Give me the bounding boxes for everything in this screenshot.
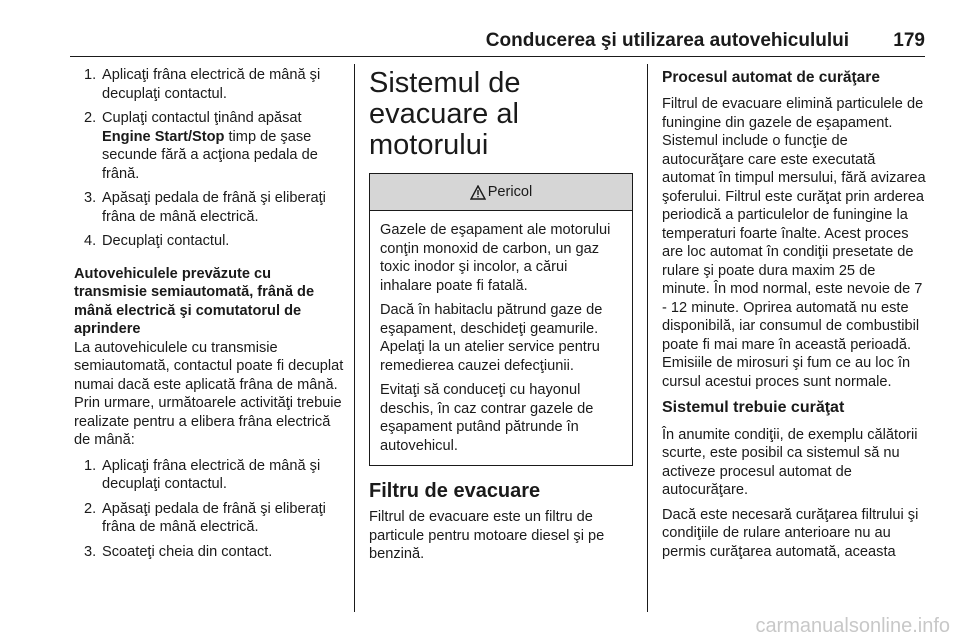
list-item: 3. Apăsaţi pedala de frână şi eliberaţi frâna de mână electrică. [84,190,326,225]
section-title: Sistemul de evacuare al motorului [369,67,521,161]
column-left [74,66,344,567]
danger-paragraph: Evitaţi să conduceţi cu hayonul deschis, în caz contrar gazele de eşapament putând pătrunde în autovehicul. [380,382,594,454]
subheading: Autovehiculele prevăzute cu transmisie semiautomată, frână de mână electrică şi comutatorul de aprindere [74,265,315,337]
button-name: Engine Start/Stop [102,128,225,145]
step-list [74,457,344,562]
column-middle [369,68,633,570]
list-item: 1. Aplicaţi frâna electrică de mână şi decuplaţi contactul. [84,67,321,102]
page-header [70,30,925,57]
list-item: 2. Cuplaţi contactul ţinând apăsat Engine Start/Stop timp de şase secunde fără a acţiona pedala de frână. [84,110,318,182]
list-item: 1. Aplicaţi frâna electrică de mână şi decuplaţi contactul. [84,457,321,492]
page-number: 179 [893,30,925,51]
list-item: 2. Apăsaţi pedala de frână şi eliberaţi frâna de mână electrică. [84,500,326,535]
danger-label: Pericol [487,183,533,200]
paragraph: Filtrul de evacuare este un filtru de particule pentru motoare diesel şi pe benzină. [369,509,605,562]
column-right [662,68,927,567]
paragraph: Filtrul de evacuare elimină particulele de funingine din gazele de eşapament. Sistemul include o funcţie de autocurăţare care este executată automat în timpul mersului, fără avizarea şoferului. Filtrul este curăţat prin arderea periodică a particulelor de funingine la temperaturi foarte înalte. Acest proces are loc automat în condiţii presetate de rulare şi poate dura maxim 25 de minute. În mod normal, este nevoie de 7 - 12 minute. Oprirea automată nu este disponibilă, iar consumul de combustibil poate fi mai mare în această perioadă. Emisiile de mirosuri şi fum ce au loc în cursul acestui proces sunt normale. [662,96,926,390]
danger-box [369,173,633,466]
paragraph: În anumite condiţii, de exemplu călătorii scurte, este posibil ca sistemul să nu activeze procesul automat de autocurăţare. [662,426,918,498]
danger-paragraph: Gazele de eşapament ale motorului conţin monoxid de carbon, un gaz toxic inodor şi incolor, a cărui inhalare poate fi fatală. [380,222,611,294]
column-divider [354,64,355,612]
watermark: carmanualsonline.info [755,615,950,637]
header-title: Conducerea şi utilizarea autovehiculului [485,30,849,51]
danger-paragraph: Dacă în habitaclu pătrund gaze de eşapament, deschideţi geamurile. Apelaţi la un atelier service pentru remedierea cauzei defecţiunii. [380,302,603,374]
paragraph: La autovehiculele cu transmisie semiautomată, contactul poate fi decuplat numai dacă este aplicată frâna de mână. Prin urmare, următoarele activităţi trebuie realizate pentru a elibera frâna electrică de mână: [74,339,344,448]
warning-triangle-icon [470,185,486,200]
section-heading: Filtru de evacuare [369,480,541,502]
paragraph: Dacă este necesară curăţarea filtrului şi condiţiile de rulare anterioare nu au permis curăţarea automată, aceasta [662,506,919,560]
section-heading: Sistemul trebuie curăţat [662,399,845,416]
list-item: 3. Scoateţi cheia din contact. [84,543,273,560]
column-divider [647,64,648,612]
section-heading: Procesul automat de curăţare [662,69,880,86]
step-list [74,66,344,251]
danger-header [370,174,632,211]
danger-body [370,211,632,465]
list-item: 4. Decuplaţi contactul. [84,233,230,249]
